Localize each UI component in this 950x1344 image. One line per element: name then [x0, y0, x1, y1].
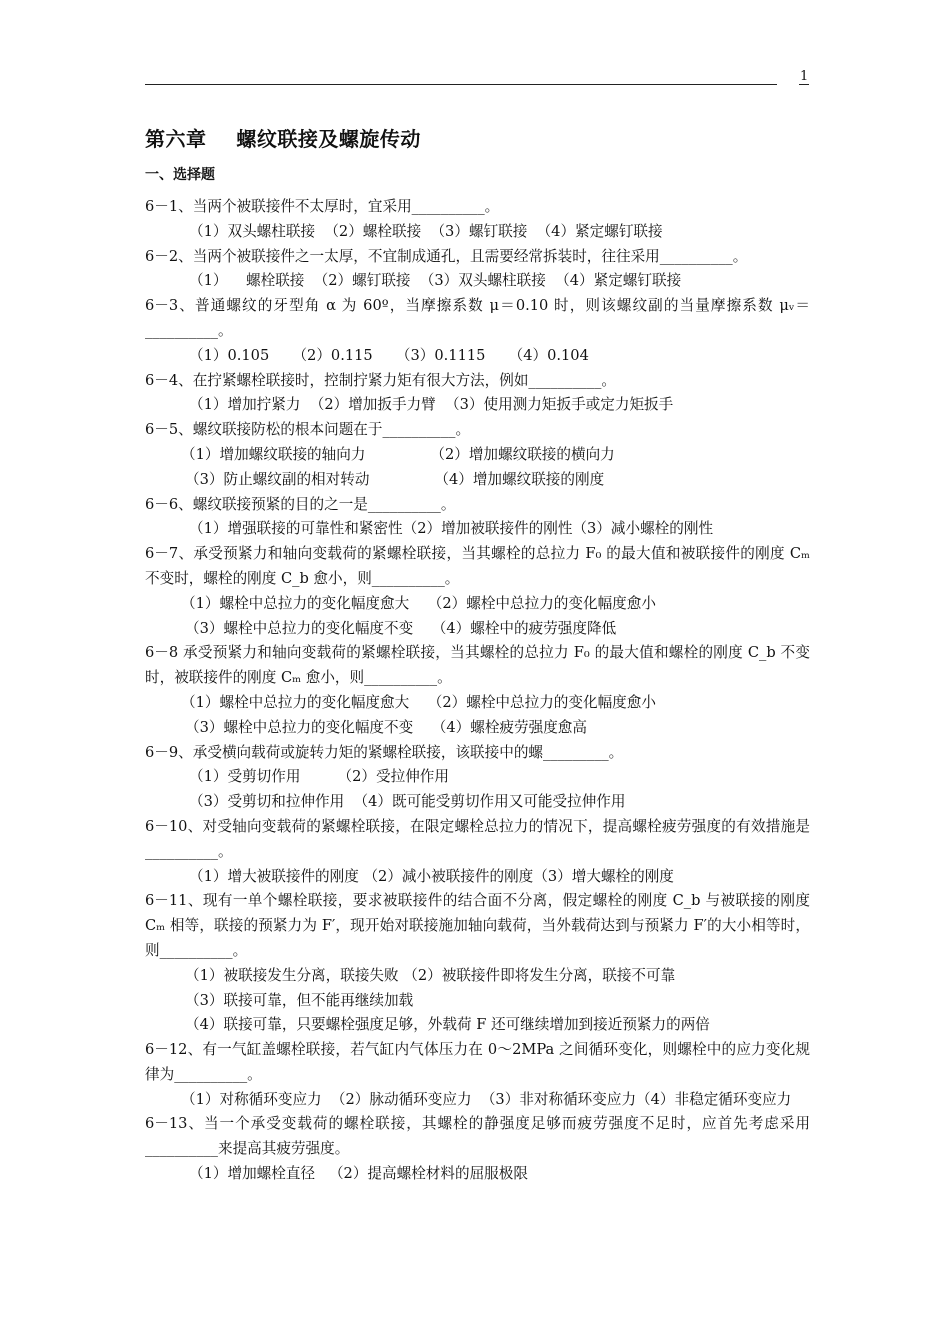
- answer-options: （1）双头螺柱联接 （2）螺栓联接 （3）螺钉联接 （4）紧定螺钉联接: [189, 222, 663, 240]
- answer-options: （1）增加拧紧力 （2）增加扳手力臂 （3）使用测力矩扳手或定力矩扳手: [189, 396, 674, 414]
- answer-options: （3）螺栓中总拉力的变化幅度不变 （4）螺栓疲劳强度愈高: [185, 718, 587, 736]
- question-text: 6－11、现有一单个螺栓联接，要求被联接件的结合面不分离，假定螺栓的刚度 C_b 与被联接的刚度 Cₘ 相等，联接的预紧力为 F′，现开始对联接施加轴向载荷，当外载荷达到与预紧力 F′的大小相等时，则__________。: [145, 892, 815, 959]
- question-text: 6－5、螺纹联接防松的根本问题在于__________。: [145, 421, 471, 439]
- answer-options: （1） 螺栓联接 （2）螺钉联接 （3）双头螺柱联接 （4）紧定螺钉联接: [189, 272, 682, 290]
- answer-options: （4）联接可靠，只要螺栓强度足够，外载荷 F 还可继续增加到接近预紧力的两倍: [185, 1016, 710, 1034]
- question-text: 6－6、螺纹联接预紧的目的之一是__________。: [145, 495, 456, 513]
- answer-options: （1）0.105 （2）0.115 （3）0.1115 （4）0.104: [189, 346, 589, 364]
- answer-options: （1）增加螺栓直径 （2）提高螺栓材料的屈服极限: [189, 1165, 528, 1183]
- answer-options: （1）对称循环变应力 （2）脉动循环变应力 （3）非对称循环变应力（4）非稳定循环变应力: [181, 1090, 792, 1108]
- question-text: 6－9、承受横向载荷或旋转力矩的紧螺栓联接，该联接中的螺_________。: [145, 743, 624, 761]
- section-heading: 一、选择题: [145, 167, 215, 183]
- question-text: 6－8 承受预紧力和轴向变载荷的紧螺栓联接，当其螺栓的总拉力 F₀ 的最大值和螺栓的刚度 C_b 不变时，被联接件的刚度 Cₘ 愈小，则__________。: [145, 644, 810, 687]
- question-text: 6－2、当两个被联接件之一太厚，不宜制成通孔，且需要经常拆装时，往往采用__________。: [145, 247, 748, 265]
- page-number: 1: [800, 69, 809, 84]
- chapter-title: 第六章 螺纹联接及螺旋传动: [145, 127, 421, 151]
- answer-options: （3）螺栓中总拉力的变化幅度不变 （4）螺栓中的疲劳强度降低: [185, 619, 617, 637]
- answer-options: （3）防止螺纹副的相对转动 （4）增加螺纹联接的刚度: [185, 470, 605, 488]
- header-rule: [145, 84, 777, 85]
- question-text: 6－10、对受轴向变载荷的紧螺栓联接，在限定螺栓总拉力的情况下，提高螺栓疲劳强度的有效措施是__________。: [145, 817, 810, 860]
- question-text: 6－1、当两个被联接件不太厚时，宜采用__________。: [145, 198, 500, 215]
- answer-options: （1）增强联接的可靠性和紧密性（2）增加被联接件的刚性（3）减小螺栓的刚性: [189, 520, 714, 538]
- answer-options: （1）受剪切作用 （2）受拉伸作用: [189, 768, 449, 786]
- question-text: 6－4、在拧紧螺栓联接时，控制拧紧力矩有很大方法，例如__________。: [145, 371, 616, 389]
- question-text: 6－3、普通螺纹的牙型角 α 为 60º，当摩擦系数 μ＝0.10 时，则该螺纹副的当量摩擦系数 μᵥ＝__________。: [145, 297, 810, 339]
- answer-options: （1）螺栓中总拉力的变化幅度愈大 （2）螺栓中总拉力的变化幅度愈小: [181, 594, 656, 612]
- question-text: 6－7、承受预紧力和轴向变载荷的紧螺栓联接，当其螺栓的总拉力 F₀ 的最大值和被联接件的刚度 Cₘ 不变时，螺栓的刚度 C_b 愈小，则__________。: [145, 545, 815, 587]
- answer-options: （1）增加螺纹联接的轴向力 （2）增加螺纹联接的横向力: [181, 445, 615, 463]
- answer-options: （1）增大被联接件的刚度 （2）减小被联接件的刚度（3）增大螺栓的刚度: [189, 867, 674, 885]
- answer-options: （3）受剪切和拉伸作用 （4）既可能受剪切作用又可能受拉伸作用: [189, 793, 626, 811]
- question-text: 6－13、当一个承受变载荷的螺栓联接，其螺栓的静强度足够而疲劳强度不足时，应首先考虑采用__________来提高其疲劳强度。: [145, 1115, 810, 1158]
- answer-options: （1）螺栓中总拉力的变化幅度愈大 （2）螺栓中总拉力的变化幅度愈小: [181, 693, 656, 711]
- question-list: [145, 195, 815, 1187]
- question-text: 6－12、有一气缸盖螺栓联接，若气缸内气体压力在 0～2MPa 之间循环变化，则螺栓中的应力变化规律为__________。: [145, 1041, 810, 1083]
- answer-options: （3）联接可靠，但不能再继续加载: [185, 991, 414, 1009]
- answer-options: （1）被联接发生分离，联接失败 （2）被联接件即将发生分离，联接不可靠: [185, 966, 676, 984]
